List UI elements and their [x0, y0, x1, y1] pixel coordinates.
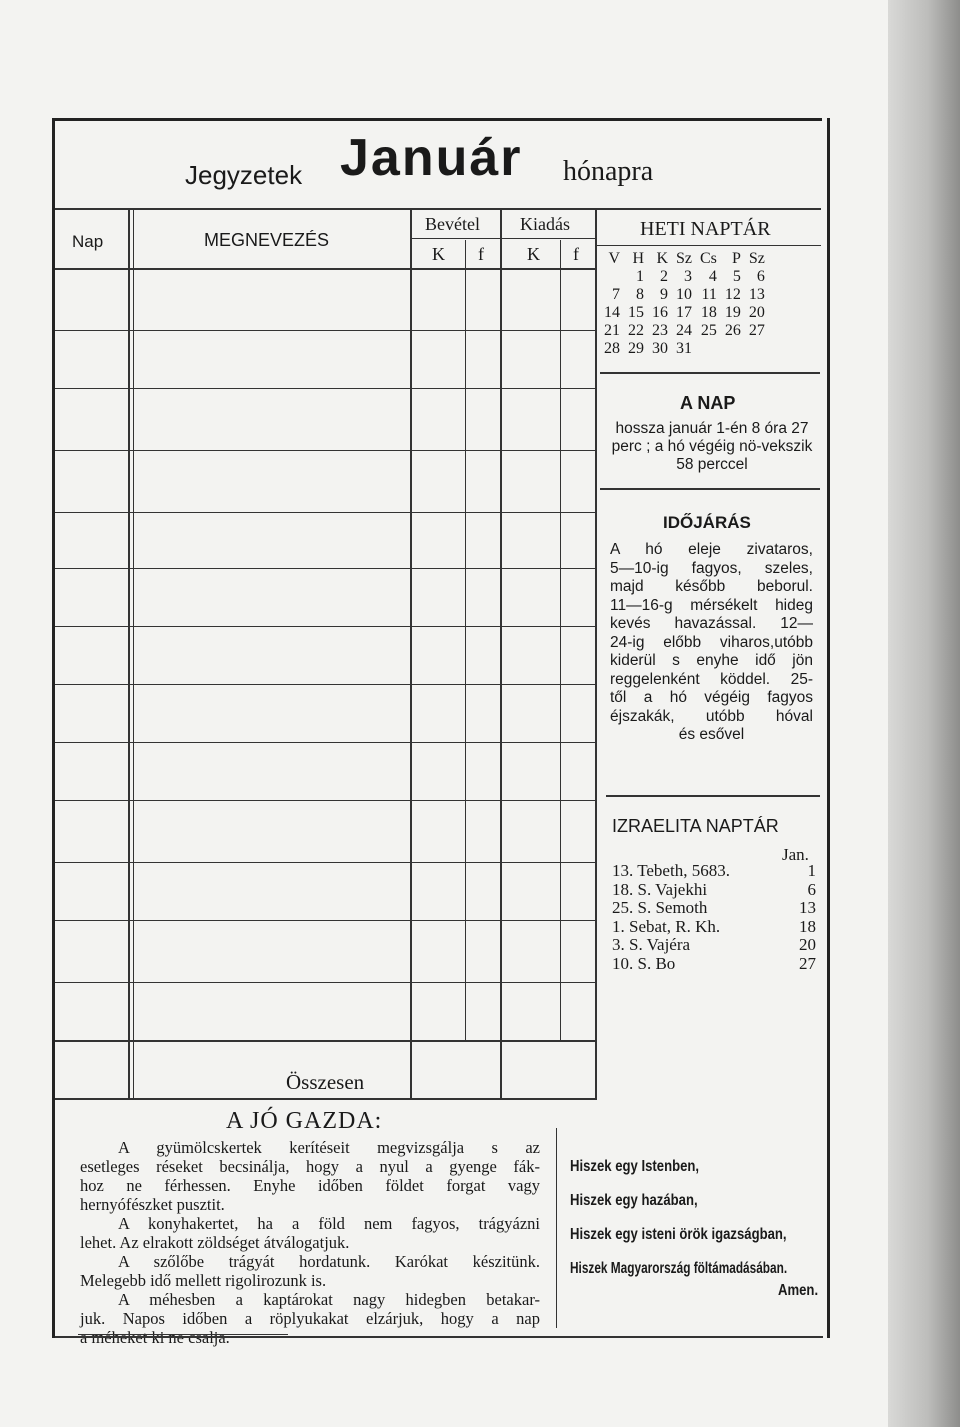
calendar-cell: 27: [748, 322, 765, 339]
calendar-cell: 28: [604, 340, 620, 357]
farmer-line: A méhesben a kaptárokat nagy hidegben betakar-: [118, 1290, 540, 1309]
jewish-calendar-day: 13: [799, 898, 816, 917]
calendar-cell: 14: [604, 304, 620, 321]
weather-line: A hó eleje zivataros,: [610, 541, 813, 558]
calendar-week-row: [600, 304, 769, 322]
sun-text: hossza január 1-én 8 óra 27 perc ; a hó végéig nö-vekszik 58 perccel: [611, 420, 813, 473]
calendar-cell: 31: [676, 340, 692, 357]
jewish-calendar-event: 3. S. Vajéra: [612, 935, 691, 954]
calendar-cell: 22: [628, 322, 644, 339]
farmer-line: esetleges réseket becsinálja, hogy a nyul a gyenge fák-: [80, 1157, 540, 1176]
weather-line: 24-ig előbb viharos,utóbb: [610, 633, 813, 651]
jewish-calendar-row: [612, 918, 816, 937]
weather-bottom-rule: [606, 795, 820, 797]
ledger-col-megnevezes: MEGNEVEZÉS: [204, 230, 330, 250]
calendar-day-header: H: [632, 250, 644, 267]
calendar-cell: 2: [660, 268, 668, 285]
farmer-line: hernyófészket pusztit.: [80, 1195, 225, 1214]
ledger-col-bevetel: Bevétel: [425, 214, 480, 234]
weather-line: majd később beborul.: [610, 578, 813, 595]
farmer-line: A konyhakertet, ha a föld nem fagyos, trágyázni: [118, 1214, 540, 1233]
calendar-cell: 26: [724, 322, 741, 339]
weather-line: től a hó végéig fagyos: [610, 689, 813, 706]
ledger-row-rule: [55, 862, 595, 863]
ledger-total-rule: [55, 1098, 597, 1100]
jewish-calendar-day: 20: [799, 935, 816, 954]
credo-line: Hiszek egy Istenben,: [570, 1158, 700, 1175]
ledger-header-bottom-rule: [55, 268, 595, 270]
ledger-row-rule: [55, 684, 595, 685]
calendar-cell: 24: [676, 322, 692, 339]
ledger-top-rule: [55, 208, 595, 210]
ledger-row-rule: [55, 742, 595, 743]
jewish-calendar-list: [612, 862, 816, 973]
bottom-rule: [55, 1336, 823, 1338]
calendar-cell: 25: [700, 322, 717, 339]
calendar-cell: 3: [684, 268, 692, 285]
calendar-cell: [600, 268, 624, 286]
jewish-calendar-row: [612, 955, 816, 974]
calendar-cell: 4: [708, 268, 717, 285]
ledger-row-rule: [55, 568, 595, 569]
weather-text: [610, 541, 813, 745]
weather-line: kiderül s enyhe idő jön: [610, 652, 813, 669]
calendar-cell: 21: [604, 322, 620, 339]
ledger-vline-1: [128, 208, 130, 1098]
calendar-cell: 16: [652, 304, 668, 321]
jewish-calendar-row: [612, 936, 816, 955]
calendar-cell: [721, 340, 745, 358]
farmer-line: Melegebb idő mellett rigolirozunk is.: [80, 1271, 327, 1290]
weekly-calendar-title: HETI NAPTÁR: [640, 218, 771, 240]
calendar-cell: 8: [636, 286, 644, 303]
book-spine: [888, 0, 960, 1427]
calendar-cell: 5: [732, 268, 741, 285]
sun-bottom-rule: [600, 488, 820, 490]
jewish-calendar-column-label: Jan.: [782, 845, 809, 864]
calendar-day-header: Sz: [748, 250, 765, 267]
weather-line: és esővel: [678, 726, 745, 743]
ledger-row-rule: [55, 626, 595, 627]
calendar-week-row: [600, 322, 769, 340]
calendar-cell: 23: [652, 322, 668, 339]
ledger-col-kiadas: Kiadás: [520, 214, 570, 234]
calendar-top-rule: [597, 208, 821, 210]
ledger-row-rule: [55, 512, 595, 513]
sun-title: A NAP: [680, 393, 736, 413]
calendar-cell: [696, 340, 721, 358]
calendar-week-row: [600, 268, 769, 286]
header-suffix: hónapra: [563, 156, 654, 187]
calendar-cell: 12: [724, 286, 741, 303]
calendar-cell: 20: [748, 304, 765, 321]
calendar-cell: 11: [701, 286, 717, 303]
ledger-total-label: Összesen: [286, 1070, 365, 1094]
calendar-cell: 7: [612, 286, 620, 303]
jewish-calendar-day: 1: [807, 861, 816, 880]
ledger-row-rule: [55, 800, 595, 801]
weather-line: reggelenként köddel. 25-: [610, 670, 813, 688]
ledger-sub-k1: K: [432, 244, 445, 264]
credo-divider: [556, 1128, 557, 1328]
credo-line: Hiszek egy isteni örök igazságban,: [570, 1226, 787, 1243]
calendar-bottom-rule: [600, 372, 820, 374]
calendar-cell: 13: [748, 286, 765, 303]
calendar-day-header: Cs: [700, 250, 717, 267]
farmer-line: juk. Napos időben a röplyukakat elzárjuk, hogy a nap: [80, 1309, 540, 1328]
ledger-sub-k2: K: [527, 244, 540, 264]
farmer-line: lehet. Az elrakott zöldséget átválogatjuk.: [80, 1233, 350, 1252]
ledger-row-rule: [55, 450, 595, 451]
ledger-vline-1b: [133, 208, 134, 1098]
ledger-vline-2: [410, 208, 412, 1098]
farmer-line: A szőlőbe trágyát hordatunk. Karókat készitünk.: [118, 1252, 540, 1271]
calendar-cell: 15: [628, 304, 644, 321]
credo-line: Hiszek egy hazában,: [570, 1192, 698, 1209]
jewish-calendar-event: 1. Sebat, R. Kh.: [612, 916, 721, 936]
calendar-day-header: K: [656, 250, 668, 267]
ledger-col-nap: Nap: [72, 232, 104, 251]
calendar-cell: 10: [676, 286, 692, 303]
calendar-day-header: P: [732, 250, 741, 267]
header-month: Január: [340, 129, 523, 187]
credo-block: [570, 1150, 863, 1286]
ledger-sub-f2: f: [573, 244, 579, 264]
jewish-calendar-day: 27: [799, 953, 816, 973]
calendar-cell: 19: [724, 304, 741, 321]
calendar-cell: 9: [660, 286, 668, 303]
ledger-vline-4: [500, 208, 502, 1098]
weather-line: 11—16-g mérsékelt hideg: [610, 596, 813, 614]
weather-line: éjszakák, utóbb hóval: [610, 707, 813, 725]
calendar-day-header: Sz: [676, 250, 692, 267]
ledger-vline-6: [595, 208, 597, 1098]
calendar-cell: 6: [756, 268, 765, 285]
ledger-sub-rule: [410, 238, 595, 239]
farmer-title: A JÓ GAZDA:: [226, 1108, 383, 1134]
weather-line: 5—10-ig fagyos, szeles,: [610, 559, 813, 577]
jewish-calendar-event: 25. S. Semoth: [612, 898, 708, 917]
calendar-cell: [745, 340, 769, 358]
jewish-calendar-row: [612, 881, 816, 900]
weekly-calendar-grid: [600, 250, 769, 358]
calendar-week-row: [600, 340, 769, 358]
jewish-calendar-row: [612, 862, 816, 881]
calendar-title-rule: [597, 245, 821, 246]
credo-line: Hiszek Magyarország föltámadásában.: [570, 1260, 788, 1277]
last-line-underline: [78, 1334, 288, 1335]
calendar-cell: 30: [652, 340, 668, 357]
weather-title: IDŐJÁRÁS: [663, 513, 751, 532]
ledger-row-rule: [55, 330, 595, 331]
jewish-calendar-title: IZRAELITA NAPTÁR: [612, 816, 779, 836]
calendar-cell: 18: [700, 304, 717, 321]
calendar-cell: 1: [636, 268, 644, 285]
jewish-calendar-day: 18: [799, 916, 816, 936]
farmer-line: hoz ne férhessen. Enyhe időben földet forgat vagy: [80, 1176, 540, 1195]
ledger-row-rule: [55, 920, 595, 921]
credo-amen: Amen.: [778, 1282, 819, 1299]
calendar-cell: 17: [676, 304, 692, 321]
calendar-week-row: [600, 286, 769, 304]
farmer-text: [80, 1138, 540, 1347]
ledger-sub-f1: f: [478, 244, 484, 264]
calendar-cell: 29: [628, 340, 644, 357]
ledger-body-bottom-rule: [55, 1040, 597, 1042]
jewish-calendar-event: 13. Tebeth, 5683.: [612, 861, 730, 880]
jewish-calendar-day: 6: [807, 879, 816, 899]
ledger-row-rule: [55, 388, 595, 389]
jewish-calendar-event: 18. S. Vajekhi: [612, 879, 708, 899]
header-prefix: Jegyzetek: [185, 160, 303, 190]
ledger-row-rule: [55, 982, 595, 983]
calendar-day-header-row: [600, 250, 769, 268]
jewish-calendar-row: [612, 899, 816, 918]
weather-line: kevés havazással. 12—: [610, 615, 813, 632]
farmer-line: A gyümölcskertek kerítéseit megvizsgálja s az: [118, 1138, 540, 1157]
jewish-calendar-event: 10. S. Bo: [612, 953, 676, 973]
calendar-day-header: V: [608, 250, 620, 267]
